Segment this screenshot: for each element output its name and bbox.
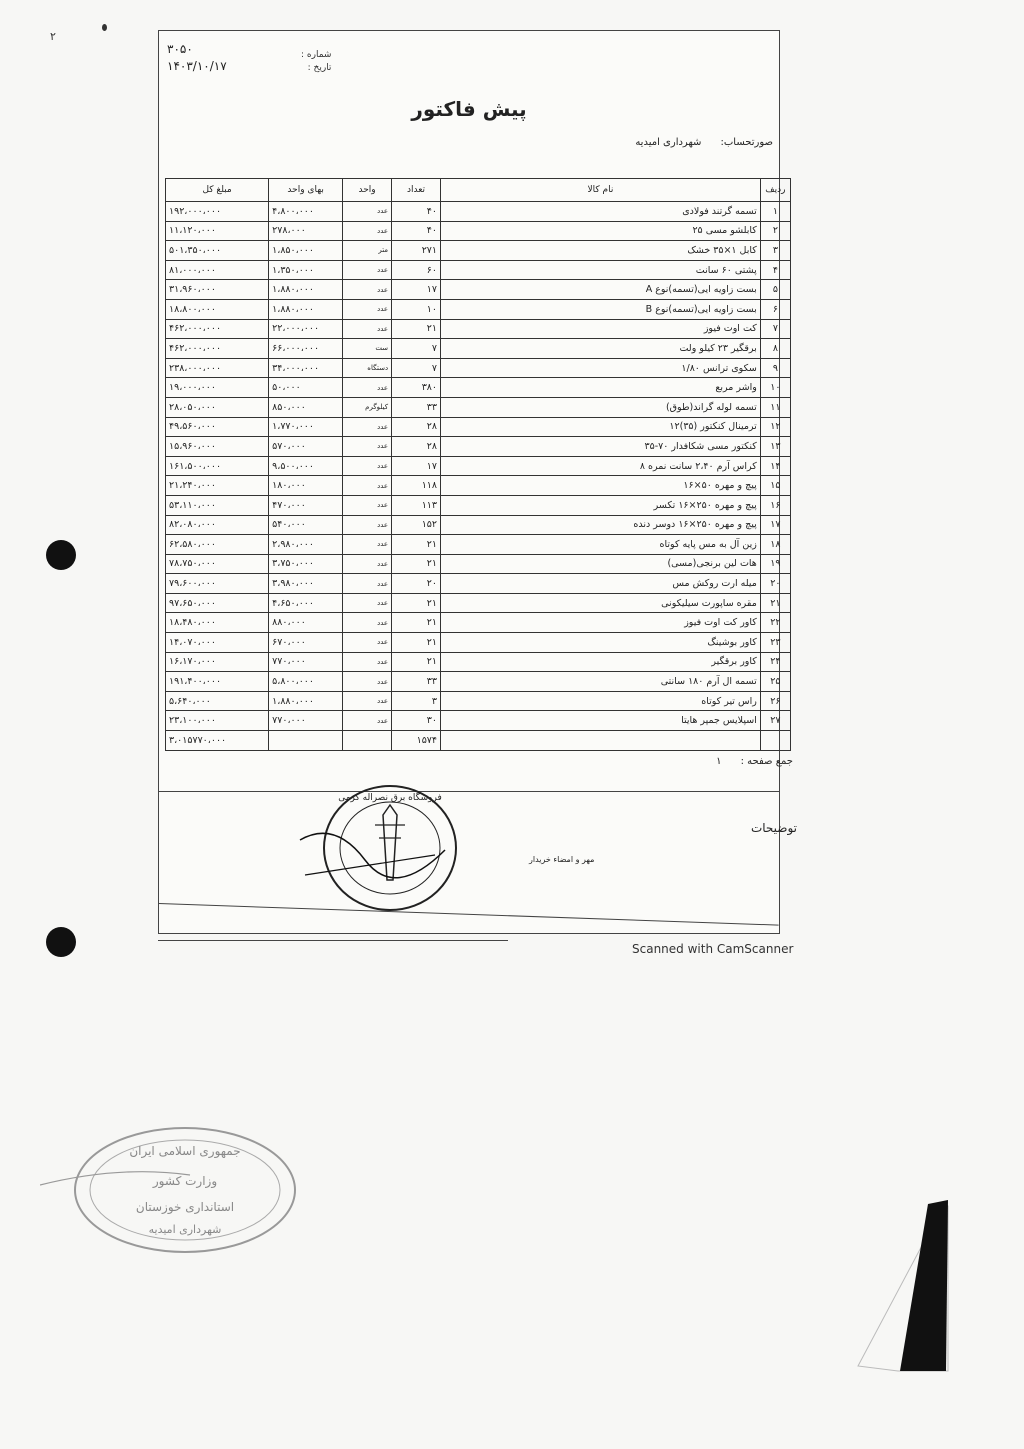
col-header-row: ردیف: [760, 179, 790, 202]
row-number: ۲: [760, 221, 790, 241]
item-unit-price: ۲،۹۸۰،۰۰۰: [269, 535, 343, 555]
item-qty: ۲۷۱: [392, 241, 441, 261]
totals-row: [166, 731, 791, 751]
item-total: ۳۱،۹۶۰،۰۰۰: [166, 280, 269, 300]
item-qty: ۴۰: [392, 202, 441, 222]
item-qty: ۲۸: [392, 417, 441, 437]
item-total: ۲۳،۱۰۰،۰۰۰: [166, 711, 269, 731]
item-unit-price: ۱،۸۸۰،۰۰۰: [269, 299, 343, 319]
item-total: ۵۳،۱۱۰،۰۰۰: [166, 495, 269, 515]
item-unit: عدد: [343, 417, 392, 437]
table-row: [166, 535, 791, 555]
item-unit: عدد: [343, 535, 392, 555]
item-total: ۴۶۲،۰۰۰،۰۰۰: [166, 319, 269, 339]
item-qty: ۳۳: [392, 672, 441, 692]
scan-edge-shadow: [848, 1196, 958, 1376]
gov-stamp-line4: شهرداری امیدیه: [148, 1223, 222, 1236]
item-unit-price: ۱،۳۵۰،۰۰۰: [269, 260, 343, 280]
table-row: [166, 417, 791, 437]
item-unit: عدد: [343, 299, 392, 319]
item-qty: ۷: [392, 358, 441, 378]
item-name: کنکتور مسی شکافدار ۷۰-۳۵: [441, 437, 761, 457]
item-name: پیچ و مهره ۲۵۰×۱۶ دوسر دنده: [441, 515, 761, 535]
item-qty: ۱۵۲: [392, 515, 441, 535]
item-unit: عدد: [343, 378, 392, 398]
item-unit-price: ۸۸۰،۰۰۰: [269, 613, 343, 633]
item-unit-price: ۵۷۰،۰۰۰: [269, 437, 343, 457]
item-unit-price: ۱،۸۵۰،۰۰۰: [269, 241, 343, 261]
item-total: ۱۹،۰۰۰،۰۰۰: [166, 378, 269, 398]
table-row: [166, 691, 791, 711]
item-unit: عدد: [343, 554, 392, 574]
table-row: [166, 280, 791, 300]
item-total: ۱۶،۱۷۰،۰۰۰: [166, 652, 269, 672]
item-qty: ۲۱: [392, 593, 441, 613]
page-mark: ۲: [50, 30, 56, 43]
date-label: تاریخ :: [307, 63, 332, 73]
row-number: ۱: [760, 202, 790, 222]
item-name: پیچ و مهره ۲۵۰×۱۶ تکسر: [441, 495, 761, 515]
item-unit: عدد: [343, 437, 392, 457]
col-header-price: بهای واحد: [269, 179, 343, 202]
item-qty: ۲۱: [392, 554, 441, 574]
item-unit: عدد: [343, 574, 392, 594]
table-row: [166, 202, 791, 222]
item-unit: عدد: [343, 456, 392, 476]
item-qty: ۲۱: [392, 633, 441, 653]
item-name: میله ارت روکش مس: [441, 574, 761, 594]
recipient: [635, 137, 773, 148]
invoice-sheet: [158, 30, 797, 934]
table-row: [166, 260, 791, 280]
item-total: ۸۲،۰۸۰،۰۰۰: [166, 515, 269, 535]
item-unit-price: ۴،۶۵۰،۰۰۰: [269, 593, 343, 613]
row-number: ۴: [760, 260, 790, 280]
item-unit: عدد: [343, 319, 392, 339]
table-row: [166, 456, 791, 476]
invoice-meta: [167, 41, 227, 75]
row-number: ۳: [760, 241, 790, 261]
item-total: ۱۸،۸۰۰،۰۰۰: [166, 299, 269, 319]
item-name: هات لین برنجی(مسی): [441, 554, 761, 574]
item-total: ۱۸،۴۸۰،۰۰۰: [166, 613, 269, 633]
item-unit: عدد: [343, 691, 392, 711]
item-name: کابل ۱×۳۵ خشک: [441, 241, 761, 261]
number-label: شماره :: [301, 50, 332, 60]
row-number: ۱۰: [760, 378, 790, 398]
item-name: کاور کت اوت فیوز: [441, 613, 761, 633]
items-table: [165, 178, 791, 751]
item-name: پشتی ۶۰ سانت: [441, 260, 761, 280]
item-qty: ۲۱: [392, 652, 441, 672]
page-count-label: جمع صفحه :: [740, 756, 793, 767]
item-name: تسمه گرتند فولادی: [441, 202, 761, 222]
item-total: ۲۸،۰۵۰،۰۰۰: [166, 397, 269, 417]
table-row: [166, 397, 791, 417]
row-number: ۱۸: [760, 535, 790, 555]
item-qty: ۱۱۳: [392, 495, 441, 515]
item-unit-price: ۲۷۸،۰۰۰: [269, 221, 343, 241]
row-number: ۵: [760, 280, 790, 300]
item-unit: عدد: [343, 221, 392, 241]
item-unit: عدد: [343, 652, 392, 672]
item-unit-price: ۵،۸۰۰،۰۰۰: [269, 672, 343, 692]
item-total: ۱۹۲،۰۰۰،۰۰۰: [166, 202, 269, 222]
row-number: ۲۵: [760, 672, 790, 692]
table-row: [166, 633, 791, 653]
item-qty: ۱۰: [392, 299, 441, 319]
table-row: [166, 221, 791, 241]
col-header-total: مبلغ کل: [166, 179, 269, 202]
item-unit: عدد: [343, 280, 392, 300]
invoice-date: ۱۴۰۳/۱۰/۱۷: [167, 59, 227, 73]
item-name: زین آل به مس پایه کوتاه: [441, 535, 761, 555]
invoice-number: ۳۰۵۰: [167, 42, 193, 56]
gov-stamp-line3: استانداری خوزستان: [135, 1200, 235, 1214]
item-unit: کیلوگرم: [343, 397, 392, 417]
table-row: [166, 437, 791, 457]
item-total: ۴۶۲،۰۰۰،۰۰۰: [166, 339, 269, 359]
item-unit-price: ۱،۷۷۰،۰۰۰: [269, 417, 343, 437]
scanner-watermark: Scanned with CamScanner: [632, 942, 794, 956]
item-unit: عدد: [343, 260, 392, 280]
item-unit: متر: [343, 241, 392, 261]
row-number: ۱۶: [760, 495, 790, 515]
item-total: ۸۱،۰۰۰،۰۰۰: [166, 260, 269, 280]
item-name: بست زاویه ایی(تسمه)نوع A: [441, 280, 761, 300]
item-unit: ست: [343, 339, 392, 359]
buyer-signature-label: مهر و امضاء خریدار: [529, 855, 595, 864]
item-qty: ۲۱: [392, 613, 441, 633]
item-unit: عدد: [343, 711, 392, 731]
item-total: ۱۴،۰۷۰،۰۰۰: [166, 633, 269, 653]
item-name: کراس آرم ۲،۴۰ سانت نمره ۸: [441, 456, 761, 476]
row-number: ۱۴: [760, 456, 790, 476]
item-unit-price: ۶۷۰،۰۰۰: [269, 633, 343, 653]
item-name: مقره ساپورت سیلیکونی: [441, 593, 761, 613]
row-number: ۲۷: [760, 711, 790, 731]
item-unit-price: ۵۴۰،۰۰۰: [269, 515, 343, 535]
item-unit-price: ۱۸۰،۰۰۰: [269, 476, 343, 496]
table-row: [166, 593, 791, 613]
item-unit-price: ۴،۸۰۰،۰۰۰: [269, 202, 343, 222]
table-row: [166, 672, 791, 692]
seller-stamp: [295, 780, 465, 920]
table-row: [166, 299, 791, 319]
item-qty: ۳۳: [392, 397, 441, 417]
item-unit: عدد: [343, 202, 392, 222]
row-number: ۲۶: [760, 691, 790, 711]
row-number: ۷: [760, 319, 790, 339]
item-qty: ۱۱۸: [392, 476, 441, 496]
row-number: ۶: [760, 299, 790, 319]
table-row: [166, 652, 791, 672]
table-row: [166, 711, 791, 731]
item-total: ۷۹،۶۰۰،۰۰۰: [166, 574, 269, 594]
item-total: ۵۰۱،۳۵۰،۰۰۰: [166, 241, 269, 261]
table-row: [166, 554, 791, 574]
item-qty: ۳۰: [392, 711, 441, 731]
item-name: راس تیر کوتاه: [441, 691, 761, 711]
table-row: [166, 339, 791, 359]
item-unit: عدد: [343, 515, 392, 535]
item-unit: عدد: [343, 593, 392, 613]
row-number: ۲۰: [760, 574, 790, 594]
col-header-qty: تعداد: [392, 179, 441, 202]
item-unit: عدد: [343, 633, 392, 653]
item-name: پیچ و مهره ۵۰×۱۶: [441, 476, 761, 496]
page-count-value: ۱: [716, 756, 722, 767]
recipient-label: صورتحساب:: [720, 137, 773, 148]
row-number: ۲۴: [760, 652, 790, 672]
item-name: کابلشو مسی ۲۵: [441, 221, 761, 241]
document-title: پیش فاکتور: [411, 97, 527, 121]
punch-hole-bottom: [46, 927, 76, 957]
item-name: تسمه ال آرم ۱۸۰ سانتی: [441, 672, 761, 692]
item-name: کاور برقگیر: [441, 652, 761, 672]
item-qty: ۱۷: [392, 456, 441, 476]
item-total: ۱۱،۱۲۰،۰۰۰: [166, 221, 269, 241]
table-row: [166, 358, 791, 378]
row-number: ۱۳: [760, 437, 790, 457]
bottom-rule: [159, 903, 779, 926]
item-total: ۲۳۸،۰۰۰،۰۰۰: [166, 358, 269, 378]
item-qty: ۳۸۰: [392, 378, 441, 398]
item-unit-price: ۵۰،۰۰۰: [269, 378, 343, 398]
row-number: ۸: [760, 339, 790, 359]
row-number: ۲۳: [760, 633, 790, 653]
item-unit: عدد: [343, 495, 392, 515]
table-row: [166, 515, 791, 535]
item-unit: دستگاه: [343, 358, 392, 378]
row-number: ۱۷: [760, 515, 790, 535]
row-number: ۲۲: [760, 613, 790, 633]
remarks-label: توضیحات: [750, 821, 797, 835]
gov-stamp-line1: جمهوری اسلامی ایران: [129, 1144, 241, 1158]
item-unit-price: ۳،۷۵۰،۰۰۰: [269, 554, 343, 574]
seller-stamp-text: فروشگاه برق نصراله کرمی: [338, 793, 442, 803]
item-qty: ۱۷: [392, 280, 441, 300]
ink-dot: [102, 24, 107, 31]
item-unit: عدد: [343, 613, 392, 633]
item-name: اسپلایس جمپر هایتا: [441, 711, 761, 731]
item-unit-price: ۷۷۰،۰۰۰: [269, 711, 343, 731]
item-name: بست زاویه ایی(تسمه)نوع B: [441, 299, 761, 319]
item-unit-price: ۸۵۰،۰۰۰: [269, 397, 343, 417]
item-unit-price: ۷۷۰،۰۰۰: [269, 652, 343, 672]
item-total: ۱۹۱،۴۰۰،۰۰۰: [166, 672, 269, 692]
recipient-value: شهرداری امیدیه: [635, 137, 702, 148]
item-total: ۱۶۱،۵۰۰،۰۰۰: [166, 456, 269, 476]
item-name: کت اوت فیوز: [441, 319, 761, 339]
item-total: ۵،۶۴۰،۰۰۰: [166, 691, 269, 711]
row-number: ۱۱: [760, 397, 790, 417]
table-row: [166, 495, 791, 515]
item-qty: ۲۱: [392, 535, 441, 555]
table-row: [166, 241, 791, 261]
total-amount: ۳،۰۱۵۷۷۰،۰۰۰: [166, 731, 269, 751]
item-qty: ۲۱: [392, 319, 441, 339]
punch-hole-top: [46, 540, 76, 570]
item-unit-price: ۹،۵۰۰،۰۰۰: [269, 456, 343, 476]
gov-stamp-line2: وزارت کشور: [152, 1174, 218, 1188]
table-body: [166, 202, 791, 731]
edge-line: [158, 940, 508, 941]
item-name: کاور بوشینگ: [441, 633, 761, 653]
col-header-name: نام کالا: [441, 179, 761, 202]
item-total: ۴۹،۵۶۰،۰۰۰: [166, 417, 269, 437]
item-qty: ۲۸: [392, 437, 441, 457]
item-qty: ۶۰: [392, 260, 441, 280]
government-stamp: [40, 1115, 310, 1265]
item-name: واشر مربع: [441, 378, 761, 398]
item-name: تسمه لوله گراند(طوق): [441, 397, 761, 417]
item-unit-price: ۳۴،۰۰۰،۰۰۰: [269, 358, 343, 378]
item-unit-price: ۴۷۰،۰۰۰: [269, 495, 343, 515]
item-qty: ۷: [392, 339, 441, 359]
row-number: ۱۲: [760, 417, 790, 437]
table-header-row: [166, 179, 791, 202]
divider-line: [159, 791, 779, 792]
item-name: سکوی ترانس ۱/۸۰: [441, 358, 761, 378]
item-name: ترمینال کنکتور (۳۵)۱۲: [441, 417, 761, 437]
item-qty: ۲۰: [392, 574, 441, 594]
row-number: ۲۱: [760, 593, 790, 613]
item-total: ۹۷،۶۵۰،۰۰۰: [166, 593, 269, 613]
table-row: [166, 613, 791, 633]
row-number: ۱۵: [760, 476, 790, 496]
item-total: ۲۱،۲۴۰،۰۰۰: [166, 476, 269, 496]
item-unit: عدد: [343, 476, 392, 496]
item-unit-price: ۶۶،۰۰۰،۰۰۰: [269, 339, 343, 359]
item-total: ۷۸،۷۵۰،۰۰۰: [166, 554, 269, 574]
item-total: ۱۵،۹۶۰،۰۰۰: [166, 437, 269, 457]
row-number: ۹: [760, 358, 790, 378]
invoice-meta-labels: [301, 49, 331, 75]
col-header-unit: واحد: [343, 179, 392, 202]
item-unit: عدد: [343, 672, 392, 692]
item-unit-price: ۲۲،۰۰۰،۰۰۰: [269, 319, 343, 339]
item-unit-price: ۱،۸۸۰،۰۰۰: [269, 280, 343, 300]
item-unit-price: ۱،۸۸۰،۰۰۰: [269, 691, 343, 711]
table-row: [166, 476, 791, 496]
item-qty: ۴۰: [392, 221, 441, 241]
table-row: [166, 574, 791, 594]
page-count: [716, 756, 793, 767]
row-number: ۱۹: [760, 554, 790, 574]
table-row: [166, 319, 791, 339]
item-qty: ۳: [392, 691, 441, 711]
total-qty: ۱۵۷۴: [392, 731, 441, 751]
table-row: [166, 378, 791, 398]
item-name: برقگیر ۲۳ کیلو ولت: [441, 339, 761, 359]
item-unit-price: ۳،۹۸۰،۰۰۰: [269, 574, 343, 594]
item-total: ۶۲،۵۸۰،۰۰۰: [166, 535, 269, 555]
